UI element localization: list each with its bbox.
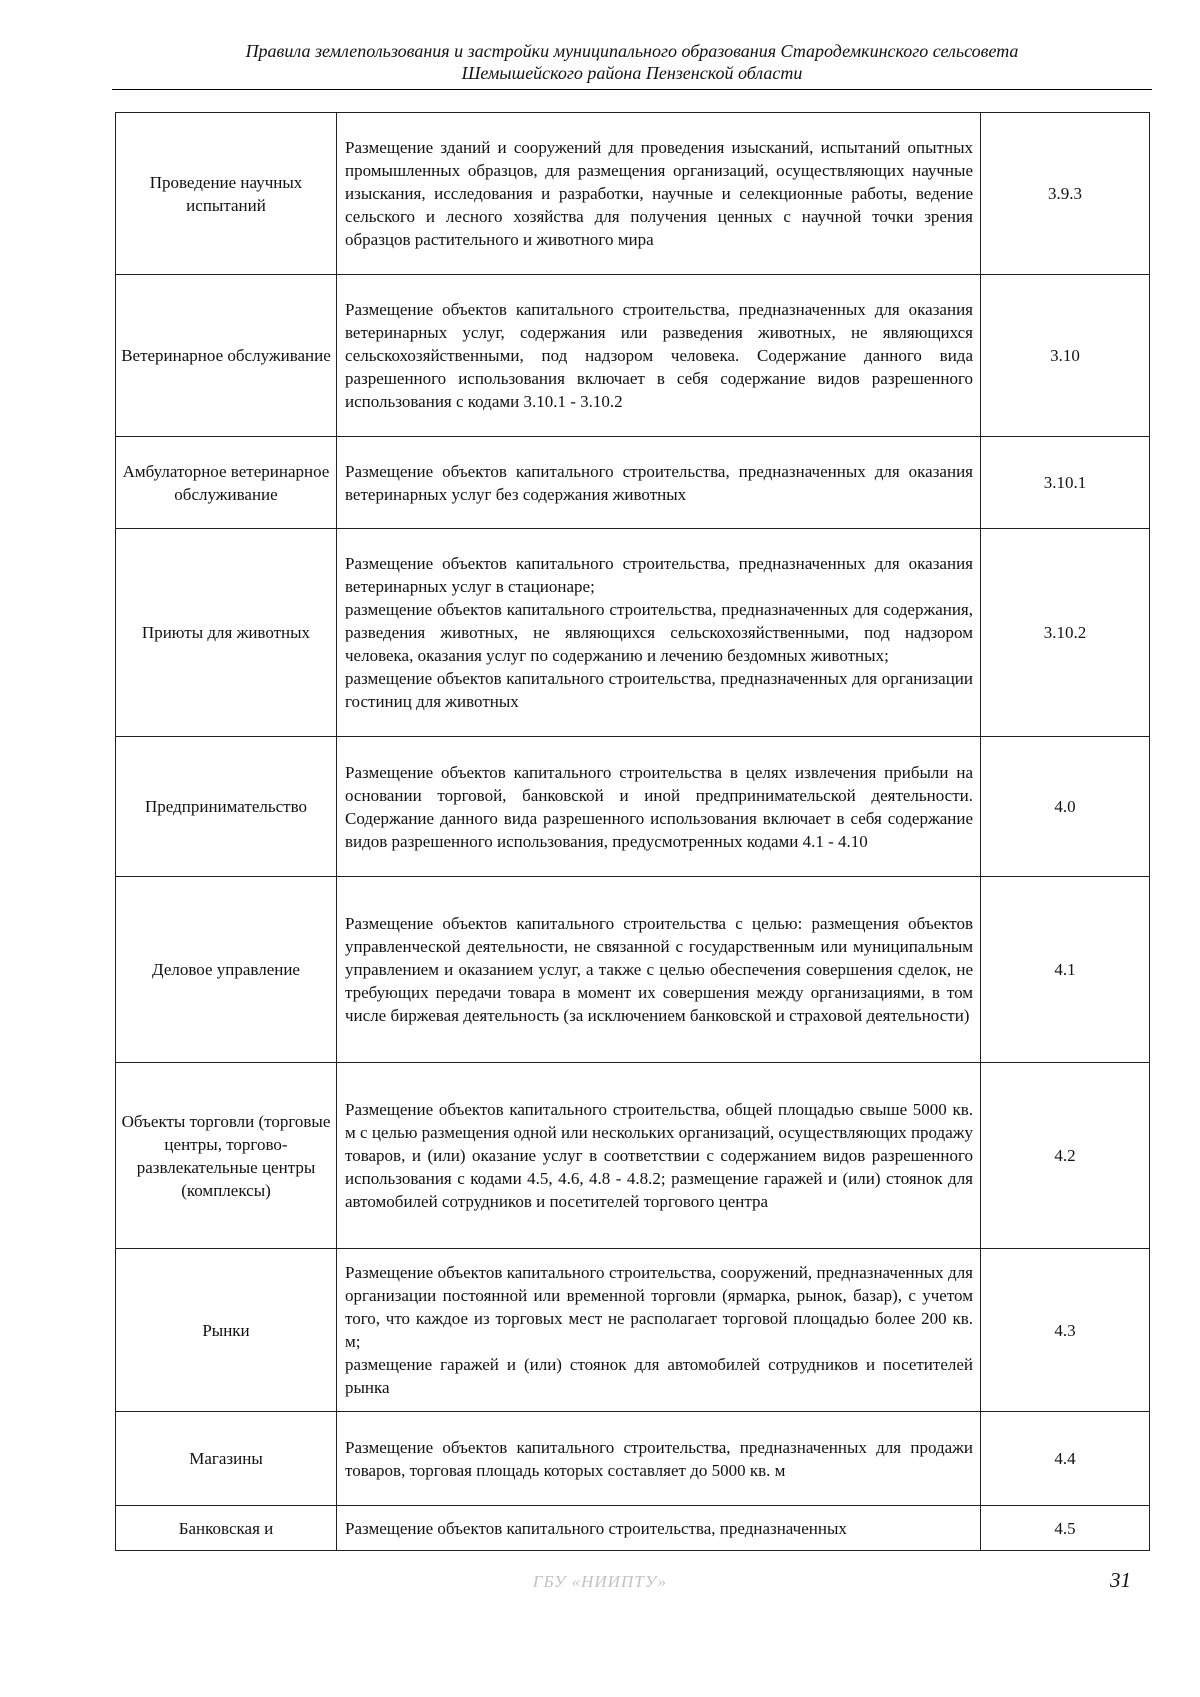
footer-organization: ГБУ «НИИПТУ»	[532, 1572, 668, 1591]
use-name: Ветеринарное обслуживание	[116, 275, 337, 437]
use-name: Банковская и	[116, 1506, 337, 1551]
use-name: Предпринимательство	[116, 737, 337, 877]
header-divider	[112, 89, 1152, 90]
use-name: Приюты для животных	[116, 529, 337, 737]
use-code: 3.10	[981, 275, 1150, 437]
description-text: Размещение объектов капитального строительства, сооружений, предназначенных для организации постоянной или временной торговли (ярмарка, рынок, базар), с учетом того, что каждое из торговых мест не располагает торговой площадью более 200 кв. м;	[345, 1263, 973, 1351]
use-code: 3.10.2	[981, 529, 1150, 737]
use-description	[337, 1506, 981, 1551]
description-text: Размещение объектов капитального строительства, общей площадью свыше 5000 кв. м с целью размещения одной или нескольких организаций, осуществляющих продажу товаров, и (или) оказание услуг в соответствии с содержанием видов разрешенного использования с кодами 4.5, 4.6, 4.8 - 4.8.2; размещение гаражей и (или) стоянок для автомобилей сотрудников и посетителей торгового центра	[345, 1100, 973, 1211]
use-code: 4.2	[981, 1063, 1150, 1249]
use-code: 4.0	[981, 737, 1150, 877]
description-text: Размещение объектов капитального строительства, предназначенных для оказания ветеринарных услуг в стационаре;	[345, 554, 973, 596]
use-code: 4.5	[981, 1506, 1150, 1551]
description-text: Размещение зданий и сооружений для проведения изысканий, испытаний опытных промышленных образцов, для размещения организаций, осуществляющих научные изыскания, исследования и разработки, научные и селекционные работы, ведение сельского и лесного хозяйства для получения ценных с научной точки зрения образцов растительного и животного мира	[345, 138, 973, 249]
use-name: Амбулаторное ветеринарное обслуживание	[116, 437, 337, 529]
page-number: 31	[1110, 1568, 1131, 1592]
use-description	[337, 437, 981, 529]
description-text: размещение объектов капитального строительства, предназначенных для организации гостиниц для животных	[345, 669, 973, 711]
use-description	[337, 113, 981, 275]
description-text: размещение гаражей и (или) стоянок для автомобилей сотрудников и посетителей рынка	[345, 1355, 973, 1397]
use-description	[337, 1063, 981, 1249]
use-name: Деловое управление	[116, 877, 337, 1063]
header-line-1: Правила землепользования и застройки муниципального образования Стародемкинского сельсовета	[245, 41, 1019, 61]
description-text: Размещение объектов капитального строительства в целях извлечения прибыли на основании торговой, банковской и иной предпринимательской деятельности. Содержание данного вида разрешенного использования включает в себя содержание видов разрешенного использования, предусмотренных кодами 4.1 - 4.10	[345, 762, 973, 851]
use-description	[337, 529, 981, 737]
use-description	[337, 1249, 981, 1412]
description-text: Размещение объектов капитального строительства, предназначенных для оказания ветеринарных услуг, содержания или разведения животных, не являющихся сельскохозяйственными, под надзором человека. Содержание данного вида разрешенного использования включает в себя содержание видов разрешенного использования с кодами 3.10.1 - 3.10.2	[345, 300, 973, 411]
use-name: Магазины	[116, 1412, 337, 1506]
table-row	[116, 275, 1150, 437]
table-row	[116, 1506, 1150, 1551]
use-code: 3.10.1	[981, 437, 1150, 529]
use-code: 3.9.3	[981, 113, 1150, 275]
description-text: Размещение объектов капитального строительства, предназначенных	[345, 1518, 847, 1538]
description-text: Размещение объектов капитального строительства, предназначенных для продажи товаров, торговая площадь которых составляет до 5000 кв. м	[345, 1437, 973, 1480]
table-row	[116, 1412, 1150, 1506]
header-line-2: Шемышейского района Пензенской области	[461, 63, 803, 83]
use-name: Рынки	[116, 1249, 337, 1412]
table-row	[116, 877, 1150, 1063]
table-row	[116, 737, 1150, 877]
use-code: 4.1	[981, 877, 1150, 1063]
use-description	[337, 275, 981, 437]
description-text: Размещение объектов капитального строительства, предназначенных для оказания ветеринарных услуг без содержания животных	[345, 461, 973, 504]
use-name: Проведение научных испытаний	[116, 113, 337, 275]
use-description	[337, 1412, 981, 1506]
description-text: Размещение объектов капитального строительства с целью: размещения объектов управленческой деятельности, не связанной с государственным или муниципальным управлением и оказанием услуг, а также с целью обеспечения совершения сделок, не требующих передачи товара в момент их совершения между организациями, в том числе биржевая деятельность (за исключением банковской и страховой деятельности)	[345, 914, 973, 1025]
use-description	[337, 737, 981, 877]
land-use-table	[115, 112, 1150, 1551]
description-text: размещение объектов капитального строительства, предназначенных для содержания, разведения животных, не являющихся сельскохозяйственными, под надзором человека, оказания услуг по содержанию и лечению бездомных животных;	[345, 600, 973, 665]
use-description	[337, 877, 981, 1063]
table-row	[116, 113, 1150, 275]
use-code: 4.4	[981, 1412, 1150, 1506]
use-code: 4.3	[981, 1249, 1150, 1412]
page-header	[112, 40, 1152, 84]
table-row	[116, 529, 1150, 737]
table-row	[116, 437, 1150, 529]
table-row	[116, 1249, 1150, 1412]
use-name: Объекты торговли (торговые центры, торгово-развлекательные центры (комплексы)	[116, 1063, 337, 1249]
table-row	[116, 1063, 1150, 1249]
